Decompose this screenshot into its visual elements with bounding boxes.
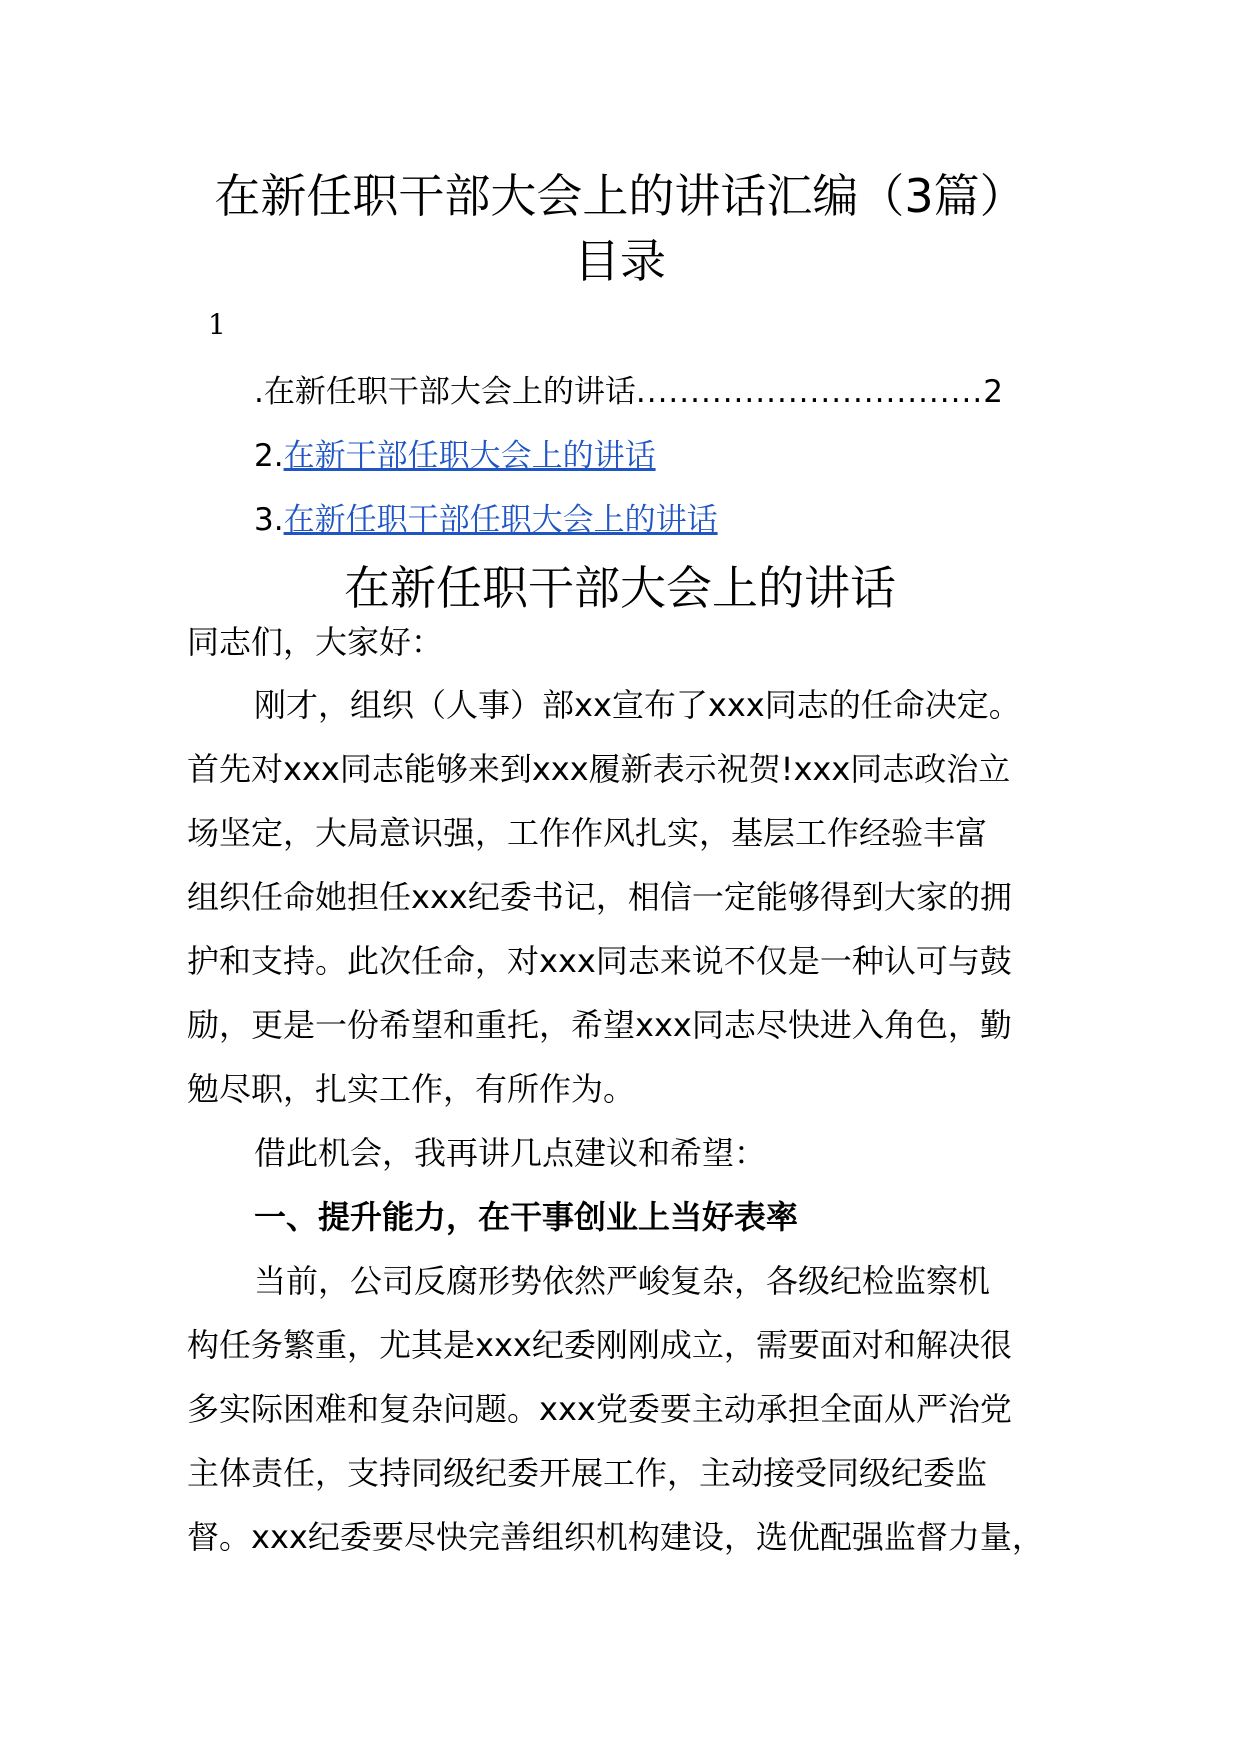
subheading: 一、提升能力，在干事创业上当好表率: [254, 1198, 799, 1236]
toc-item-2-number: 2.: [254, 438, 284, 474]
toc-item-3-link[interactable]: 在新任职干部任职大会上的讲话: [283, 502, 718, 538]
document-title: 在新任职干部大会上的讲话汇编（3篇）: [214, 169, 1026, 223]
body-line: 首先对xxx同志能够来到xxx履新表示祝贺!xxx同志政治立: [187, 750, 1011, 788]
toc-item-2-link[interactable]: 在新干部任职大会上的讲话: [283, 438, 656, 474]
toc-number: 1: [208, 308, 226, 341]
body-line: 护和支持。此次任命，对xxx同志来说不仅是一种认可与鼓: [187, 942, 1012, 980]
greeting-line: 同志们，大家好：: [187, 623, 444, 661]
body-line: 场坚定，大局意识强，工作作风扎实，基层工作经验丰富: [187, 814, 988, 852]
section-title: 在新任职干部大会上的讲话: [344, 561, 896, 615]
toc-item-1-page: 2: [983, 374, 1003, 410]
toc-item-1-leader: ................................: [635, 374, 984, 410]
toc-item-3[interactable]: [254, 500, 718, 540]
body-line: 构任务繁重，尤其是xxx纪委刚刚成立，需要面对和解决很: [187, 1326, 1012, 1364]
body-line: 勉尽职，扎实工作，有所作为。: [187, 1070, 636, 1108]
body-line: 组织任命她担任xxx纪委书记，相信一定能够得到大家的拥: [187, 878, 1012, 916]
body-line: 借此机会，我再讲几点建议和希望：: [254, 1134, 767, 1172]
body-line: 多实际困难和复杂问题。xxx党委要主动承担全面从严治党: [187, 1390, 1012, 1428]
toc-item-1[interactable]: [254, 372, 1003, 412]
body-line: 刚才，组织（人事）部xx宣布了xxx同志的任命决定。: [254, 686, 1021, 724]
toc-heading: 目录: [574, 234, 666, 288]
body-line: 当前，公司反腐形势依然严峻复杂，各级纪检监察机: [254, 1262, 991, 1300]
body-line: 主体责任，支持同级纪委开展工作，主动接受同级纪委监: [187, 1454, 988, 1492]
toc-item-3-number: 3.: [254, 502, 284, 538]
body-line: 督。xxx纪委要尽快完善组织机构建设，选优配强监督力量，: [187, 1518, 1044, 1556]
toc-item-1-text: .在新任职干部大会上的讲话: [254, 374, 636, 410]
toc-item-2[interactable]: [254, 436, 656, 476]
body-line: 励，更是一份希望和重托，希望xxx同志尽快进入角色，勤: [187, 1006, 1012, 1044]
